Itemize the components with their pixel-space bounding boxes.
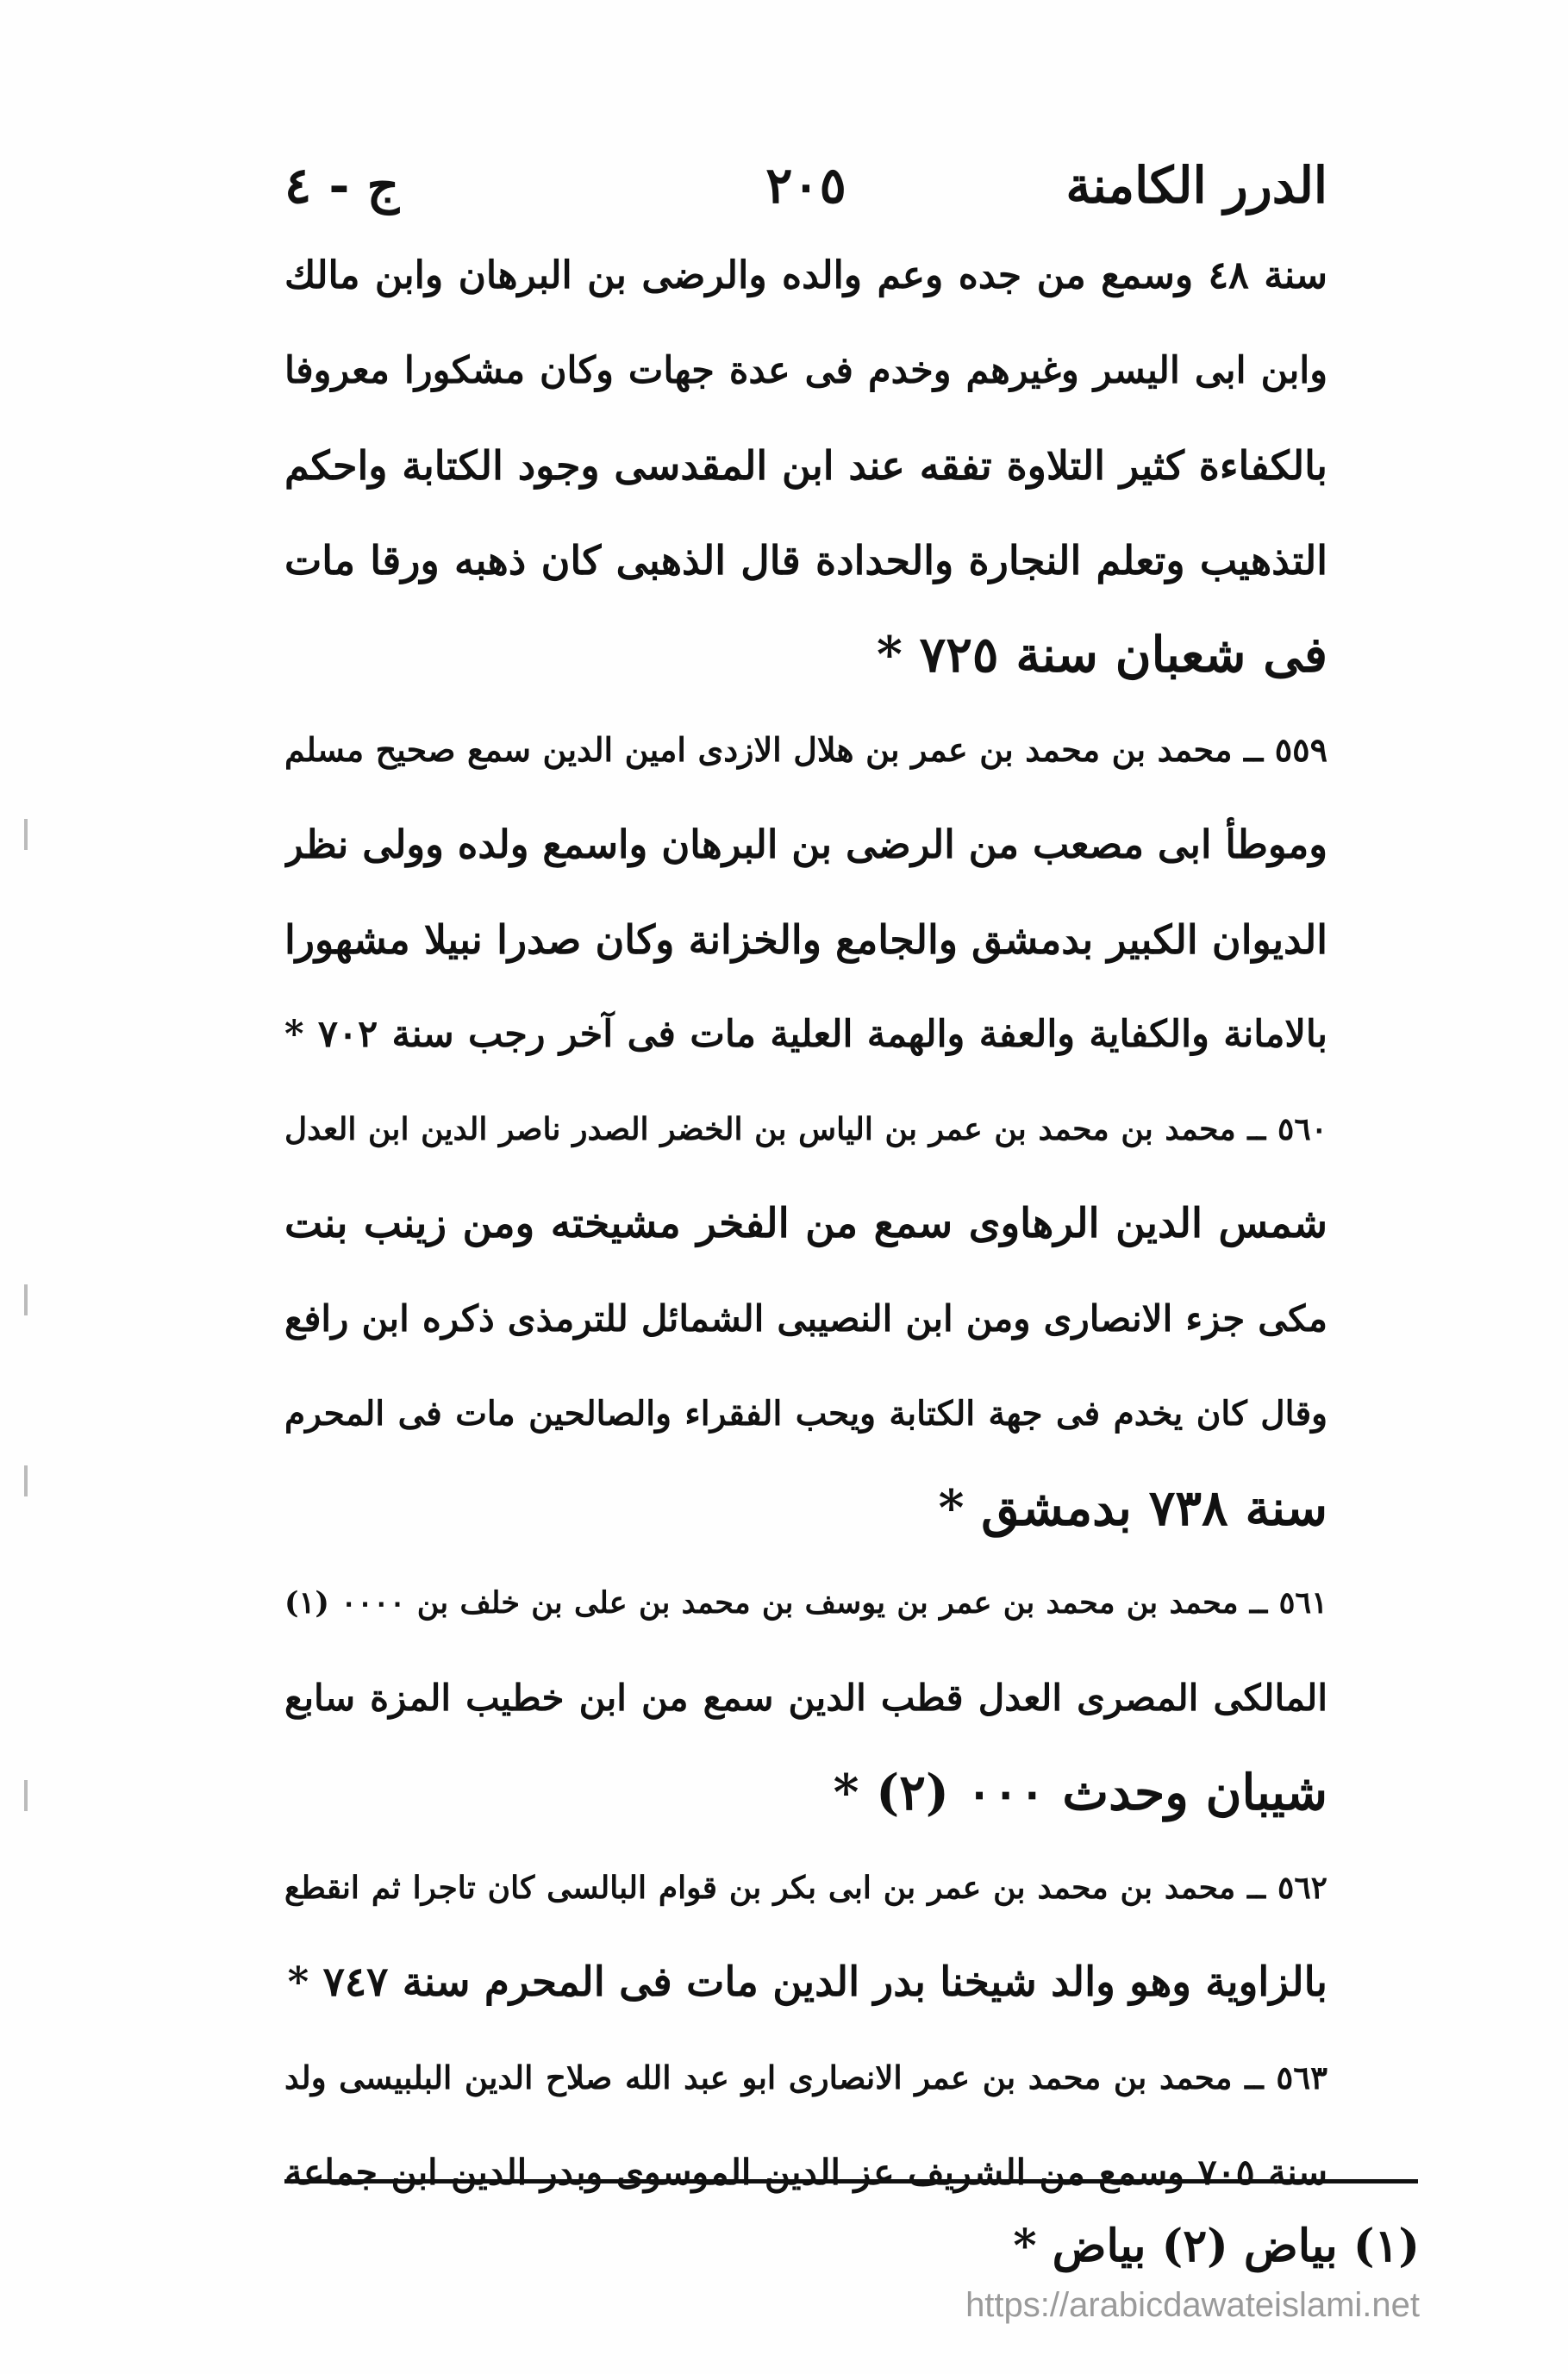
running-header [284,147,1327,224]
main-text [284,228,1327,2220]
entry-563-heading: ٥٦٣ ــ محمد بن محمد بن عمر الانصارى ابو عبد الله صلاح الدين البلبيسى ولد [284,2059,1327,2096]
volume-label: ج - ٤ [284,156,400,215]
text-line: وابن ابى اليسر وغيرهم وخدم فى عدة جهات وكان مشكورا معروفا [284,349,1327,392]
text-line: بالامانة والكفاية والعفة والهمة العلية مات فى آخر رجب سنة ٧٠٢ * [284,1013,1327,1056]
entry-560-heading: ٥٦٠ ــ محمد بن محمد بن عمر بن الياس بن الخضر الصدر ناصر الدين ابن العدل [284,1111,1327,1147]
text-line: مكى جزء الانصارى ومن ابن النصيبى الشمائل للترمذى ذكره ابن رافع [284,1297,1327,1340]
scan-edge-mark [24,1465,28,1496]
text-line: شيبان وحدث ٠٠٠ (٢) * [833,1764,1327,1821]
text-line: التذهيب وتعلم النجارة والحدادة قال الذهبى كان ذهبه ورقا مات [284,537,1327,584]
text-line: وقال كان يخدم فى جهة الكتابة ويحب الفقراء والصالحين مات فى المحرم [284,1394,1327,1434]
text-line: شمس الدين الرهاوى سمع من الفخر مشيخته ومن زينب بنت [284,1200,1327,1247]
footnote: (١) بياض (٢) بياض * [1013,2220,1420,2272]
page-number: ٢٠٥ [765,156,846,215]
text-line: سنة ٧٠٥ وسمع من الشريف عز الدين الموسوى وبدر الدين ابن جماعة [284,2152,1327,2193]
text-line: فى شعبان سنة ٧٢٥ * [876,626,1327,684]
text-line: سنة ٤٨ وسمع من جده وعم والده والرضى بن البرهان وابن مالك [284,253,1327,297]
text-line: بالكفاءة كثير التلاوة تفقه عند ابن المقدسى وجود الكتابة واحكم [284,442,1327,489]
watermark-url: https://arabicdawateislami.net [965,2286,1420,2324]
text-line: الديوان الكبير بدمشق والجامع والخزانة وكان صدرا نبيلا مشهورا [284,916,1327,963]
scan-edge-mark [24,1780,28,1811]
entry-562-heading: ٥٦٢ ــ محمد بن محمد بن عمر بن ابى بكر بن قوام البالسى كان تاجرا ثم انقطع [284,1870,1327,1906]
text-line: سنة ٧٣٨ بدمشق * [938,1479,1327,1537]
scan-edge-mark [24,819,28,850]
entry-561-heading: ٥٦١ ــ محمد بن محمد بن عمر بن يوسف بن محمد بن على بن خلف بن ٠٠٠٠ (١) [284,1585,1327,1621]
text-line: المالكى المصرى العدل قطب الدين سمع من ابن خطيب المزة سابع [284,1677,1327,1719]
book-title: الدرر الكامنة [1065,156,1327,215]
text-line: بالزاوية وهو والد شيخنا بدر الدين مات فى المحرم سنة ٧٤٧ * [287,1959,1327,2006]
entry-559-heading: ٥٥٩ ــ محمد بن محمد بن عمر بن هلال الازدى امين الدين سمع صحيح مسلم [284,730,1327,769]
scan-edge-mark [24,1284,28,1315]
text-line: وموطأ ابى مصعب من الرضى بن البرهان واسمع ولده وولى نظر [284,822,1327,867]
footnote-divider [284,2179,1418,2183]
